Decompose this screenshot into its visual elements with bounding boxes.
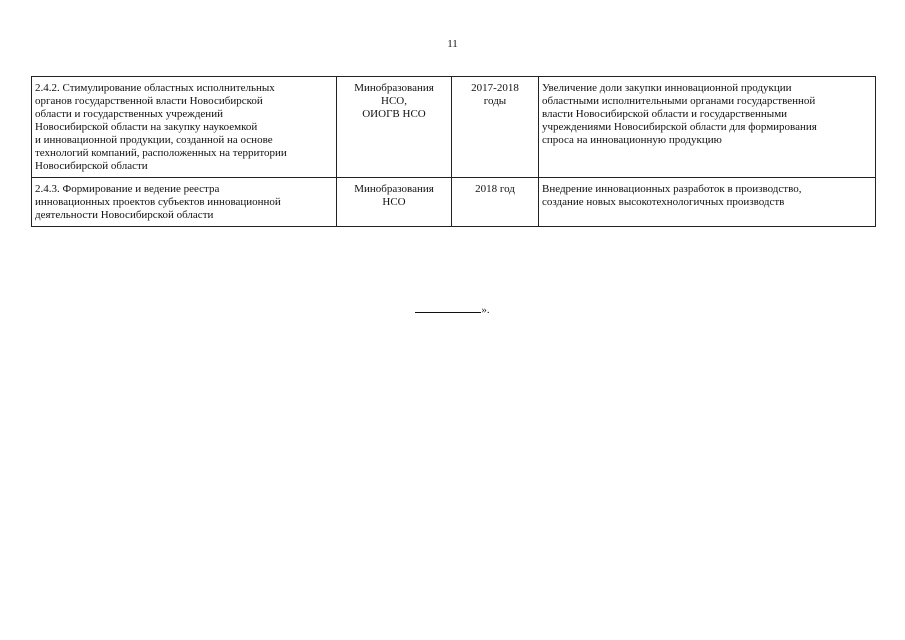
activities-table (31, 76, 876, 227)
activity-cell: 2.4.2. Стимулирование областных исполнительных органов государственной власти Новосибирской области и государственных учреждений Новосибирской области на закупку наукоемкой и инновационной продукции, созданной на основе технологий компаний, расположенных на территории Новосибирской области (32, 77, 337, 178)
table-row (32, 77, 876, 178)
page-number: 11 (447, 38, 458, 50)
closing-mark (0, 303, 905, 317)
period-cell: 2017-2018 годы (452, 77, 539, 178)
executor-cell: Минобразования НСО (337, 178, 452, 227)
table-row (32, 178, 876, 227)
executor-cell: Минобразования НСО, ОИОГВ НСО (337, 77, 452, 178)
closing-quote: ». (481, 304, 490, 316)
activity-cell: 2.4.3. Формирование и ведение реестра инновационных проектов субъектов инновационной деятельности Новосибирской области (32, 178, 337, 227)
period-cell: 2018 год (452, 178, 539, 227)
closing-underline (415, 303, 481, 313)
result-cell: Внедрение инновационных разработок в производство, создание новых высокотехнологичных производств (539, 178, 876, 227)
result-cell: Увеличение доли закупки инновационной продукции областными исполнительными органами государственной власти Новосибирской области и государственными учреждениями Новосибирской области для формирования спроса на инновационную продукцию (539, 77, 876, 178)
